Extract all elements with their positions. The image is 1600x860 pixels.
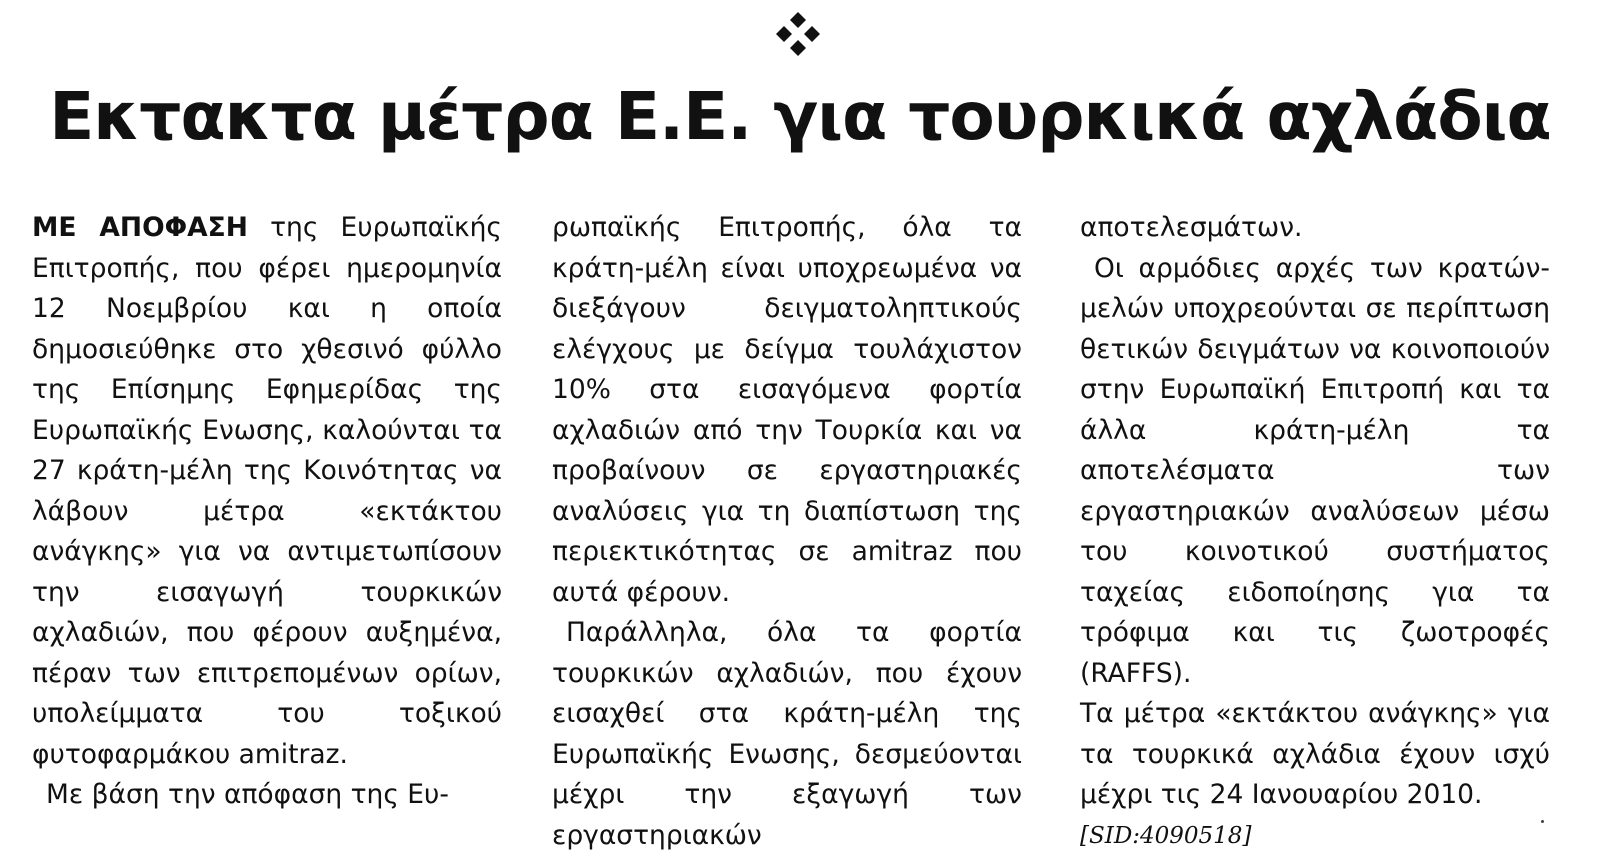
paragraph-2-start: Με βάση την απόφαση της Ευ- [46, 779, 449, 810]
paragraph-3-cont: αποτελεσμάτων. [1080, 212, 1303, 243]
diamond-cluster-icon [774, 10, 822, 58]
article-column-3 [1080, 208, 1550, 856]
paragraph-1-text: της Ευρωπαϊκής Επιτροπής, που φέρει ημερομηνία 12 Νοεμβρίου και η οποία δημοσιεύθηκε στο χθεσινό φύλλο της Επίσημης Εφημερίδας της Ευρωπαϊκής Ενωσης, καλούνται τα 27 κράτη-μέλη της Κοινότητας να λάβουν μέτρα «εκτάκτου ανάγκης» για να αντιμετωπίσουν την εισαγωγή τουρκικών αχλαδιών, που φέρουν αυξημένα, πέραν των επιτρεπομένων ορίων, υπολείμματα του τοξικού φυτοφαρμάκου amitraz. [32, 212, 502, 770]
paragraph-1 [32, 208, 502, 775]
paragraph-2-cont: ρωπαϊκής Επιτροπής, όλα τα κράτη-μέλη είναι υποχρεωμένα να διεξάγουν δειγματοληπτικούς ελέγχους με δείγμα τουλάχιστον 10% στα εισαγόμενα φορτία αχλαδιών από την Τουρκία και να προβαίνουν σε εργαστηριακές αναλύσεις για τη διαπίστωση της περιεκτικότητας σε amitraz που αυτά φέρουν. [552, 212, 1022, 608]
paragraph-3: Παράλληλα, όλα τα φορτία τουρκικών αχλαδιών, που έχουν εισαχθεί στα κράτη-μέλη της Ευρωπαϊκής Ενωσης, δεσμεύονται μέχρι την εξαγωγή των εργαστηριακών [552, 617, 1022, 851]
article-column-2 [552, 208, 1022, 856]
headline: Εκτακτα μέτρα Ε.Ε. για τουρκικά αχλάδια [49, 78, 1551, 155]
lead-in: ΜΕ ΑΠΟΦΑΣΗ [32, 212, 248, 243]
paragraph-4: Οι αρμόδιες αρχές των κρατών-μελών υποχρεούνται σε περίπτωση θετικών δειγμάτων να κοινοποιούν στην Ευρωπαϊκή Επιτροπή και τα άλλα κράτη-μέλη τα αποτελέσματα των εργαστηριακών αναλύσεων μέσω του κοινοτικού συστήματος ταχείας ειδοποίησης για τα τρόφιμα και τις ζωοτροφές (RAFFS). [1080, 252, 1550, 689]
paragraph-5: Τα μέτρα «εκτάκτου ανάγκης» για τα τουρκικά αχλάδια έχουν ισχύ μέχρι τις 24 Ιανουαρίου 2010. [1080, 698, 1550, 810]
scan-speck [1541, 820, 1544, 823]
sid-reference: [SID:4090518] [1080, 822, 1252, 849]
article-column-1 [32, 208, 502, 816]
